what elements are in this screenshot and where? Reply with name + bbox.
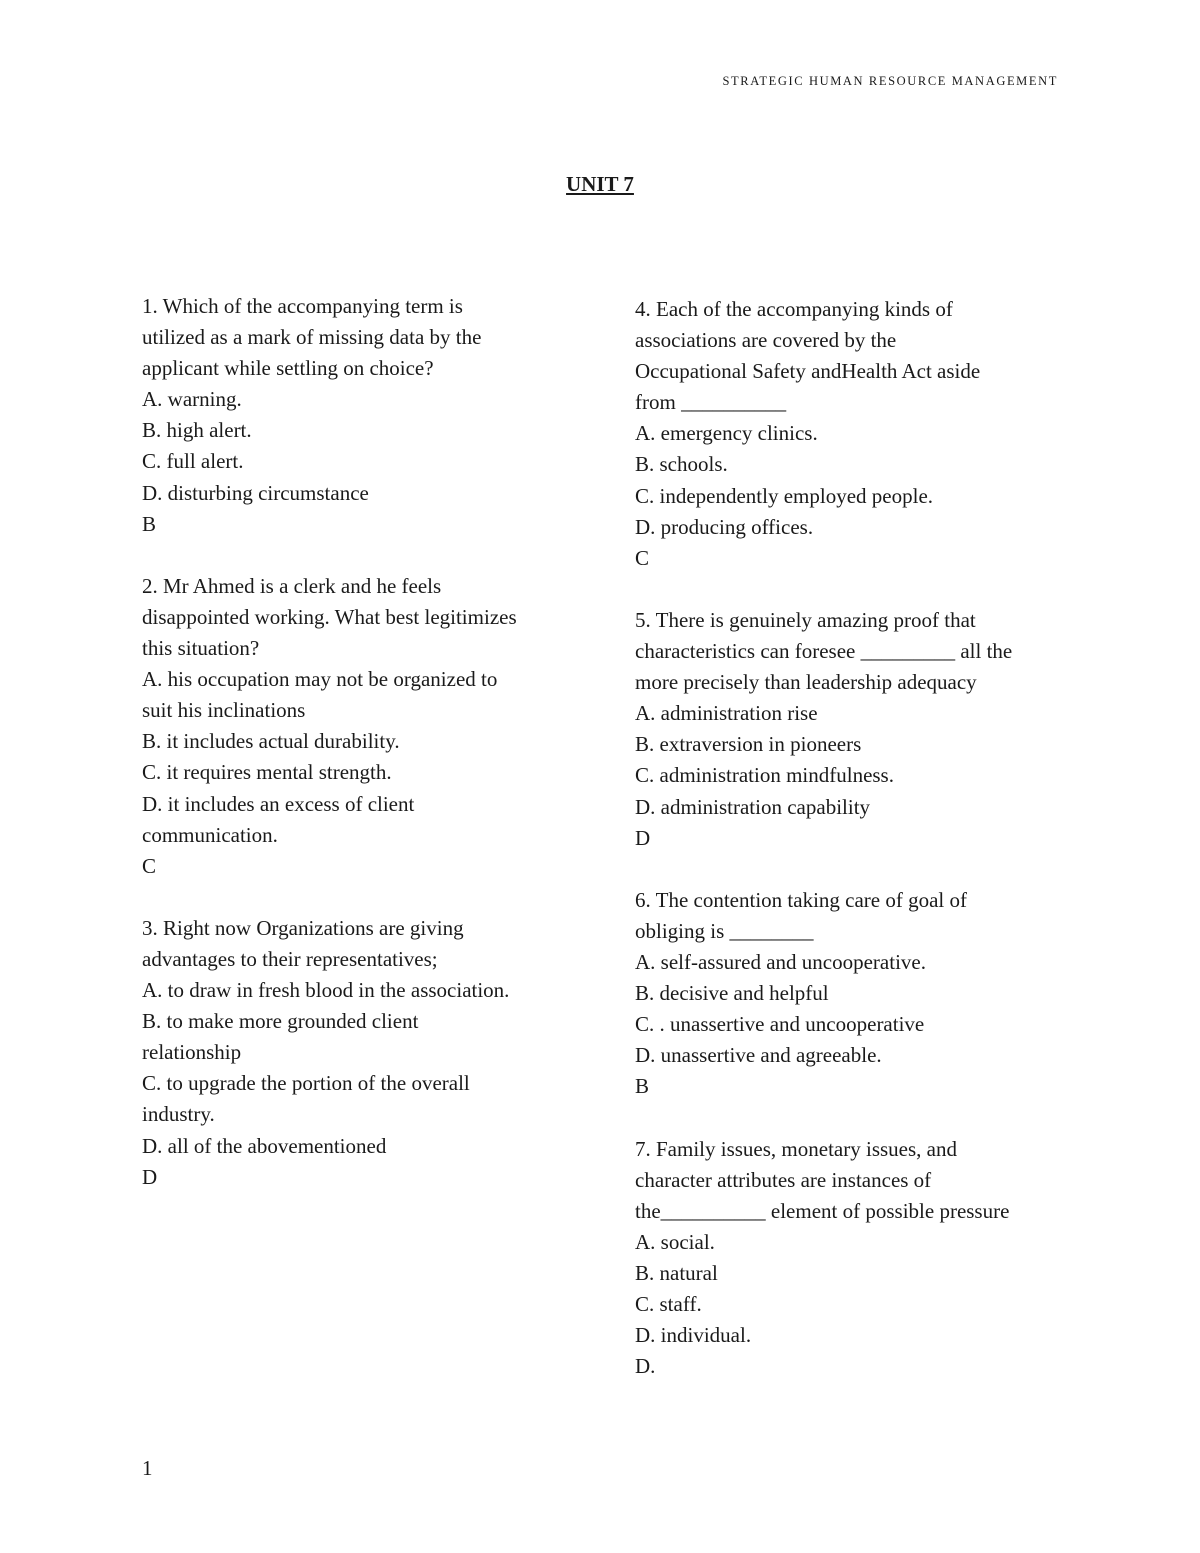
- question-text-line: this situation?: [142, 636, 260, 661]
- question-text-line: 7. Family issues, monetary issues, and: [635, 1136, 957, 1161]
- question-text-line: character attributes are instances of: [635, 1167, 932, 1192]
- option-a: A. to draw in fresh blood in the association.: [142, 978, 510, 1003]
- question-text-line: 1. Which of the accompanying term is: [142, 294, 463, 318]
- option-a: A. emergency clinics.: [635, 421, 818, 446]
- option-d-continued: communication.: [142, 822, 278, 847]
- option-b: B. it includes actual durability.: [142, 729, 400, 754]
- option-d: D. individual.: [635, 1323, 752, 1348]
- option-a-continued: suit his inclinations: [142, 698, 306, 723]
- question-text-line: disappointed working. What best legitimizes: [142, 604, 517, 629]
- option-a: A. social.: [635, 1229, 715, 1254]
- option-b: B. natural: [635, 1260, 718, 1285]
- running-header: STRATEGIC HUMAN RESOURCE MANAGEMENT: [722, 74, 1058, 88]
- question-text-line: 6. The contention taking care of goal of: [635, 887, 968, 912]
- question-text-line: utilized as a mark of missing data by the: [142, 325, 482, 350]
- question-text-line: 2. Mr Ahmed is a clerk and he feels: [142, 573, 442, 598]
- option-c: C. administration mindfulness.: [635, 763, 894, 788]
- option-a: A. self-assured and uncooperative.: [635, 949, 926, 974]
- question-text-line: obliging is ________: [635, 918, 814, 943]
- option-c: C. staff.: [635, 1292, 702, 1316]
- question-2: [142, 571, 582, 882]
- option-d: D. it includes an excess of client: [142, 791, 415, 816]
- question-7: [635, 1134, 1075, 1383]
- question-text-line: advantages to their representatives;: [142, 946, 438, 971]
- answer-key: D.: [635, 1354, 656, 1379]
- question-text-line: from __________: [635, 390, 787, 415]
- question-text-line: 4. Each of the accompanying kinds of: [635, 297, 953, 321]
- answer-key: B: [635, 1074, 650, 1099]
- option-c: C. . unassertive and uncooperative: [635, 1012, 925, 1037]
- question-text-line: more precisely than leadership adequacy: [635, 670, 977, 695]
- page-number: 1: [142, 1456, 153, 1480]
- question-text-line: Occupational Safety andHealth Act aside: [635, 359, 981, 384]
- answer-key: B: [142, 511, 157, 536]
- unit-title: UNIT 7: [566, 172, 634, 196]
- answer-key: D: [142, 1164, 158, 1189]
- option-b-continued: relationship: [142, 1040, 242, 1065]
- left-column: [142, 291, 582, 1224]
- question-text-line: associations are covered by the: [635, 328, 897, 353]
- option-c-continued: industry.: [142, 1102, 215, 1127]
- option-d: D. administration capability: [635, 794, 871, 819]
- option-a: A. his occupation may not be organized to: [142, 667, 498, 692]
- option-d: D. all of the abovementioned: [142, 1133, 387, 1158]
- question-6: [635, 885, 1075, 1103]
- answer-key: C: [635, 545, 650, 570]
- question-text-line: applicant while settling on choice?: [142, 356, 434, 381]
- question-text-line: characteristics can foresee _________ all the: [635, 639, 1013, 664]
- question-5: [635, 605, 1075, 854]
- option-b: B. decisive and helpful: [635, 981, 829, 1006]
- question-1: [142, 291, 582, 540]
- option-b: B. high alert.: [142, 418, 252, 443]
- option-b: B. schools.: [635, 452, 728, 477]
- option-c: C. full alert.: [142, 449, 244, 474]
- option-d: D. disturbing circumstance: [142, 480, 369, 505]
- option-d: D. producing offices.: [635, 514, 814, 539]
- question-text-line: the__________ element of possible pressure: [635, 1198, 1010, 1223]
- option-d: D. unassertive and agreeable.: [635, 1043, 882, 1068]
- right-column: [635, 294, 1075, 1413]
- option-c: C. independently employed people.: [635, 483, 934, 508]
- question-text-line: 3. Right now Organizations are giving: [142, 915, 464, 940]
- question-4: [635, 294, 1075, 574]
- option-c: C. it requires mental strength.: [142, 760, 392, 785]
- option-a: A. warning.: [142, 387, 242, 412]
- answer-key: C: [142, 853, 157, 878]
- option-b: B. extraversion in pioneers: [635, 732, 862, 757]
- question-3: [142, 913, 582, 1193]
- option-b: B. to make more grounded client: [142, 1009, 419, 1034]
- question-text-line: 5. There is genuinely amazing proof that: [635, 607, 976, 632]
- answer-key: D: [635, 825, 651, 850]
- option-a: A. administration rise: [635, 701, 818, 726]
- option-c: C. to upgrade the portion of the overall: [142, 1071, 470, 1096]
